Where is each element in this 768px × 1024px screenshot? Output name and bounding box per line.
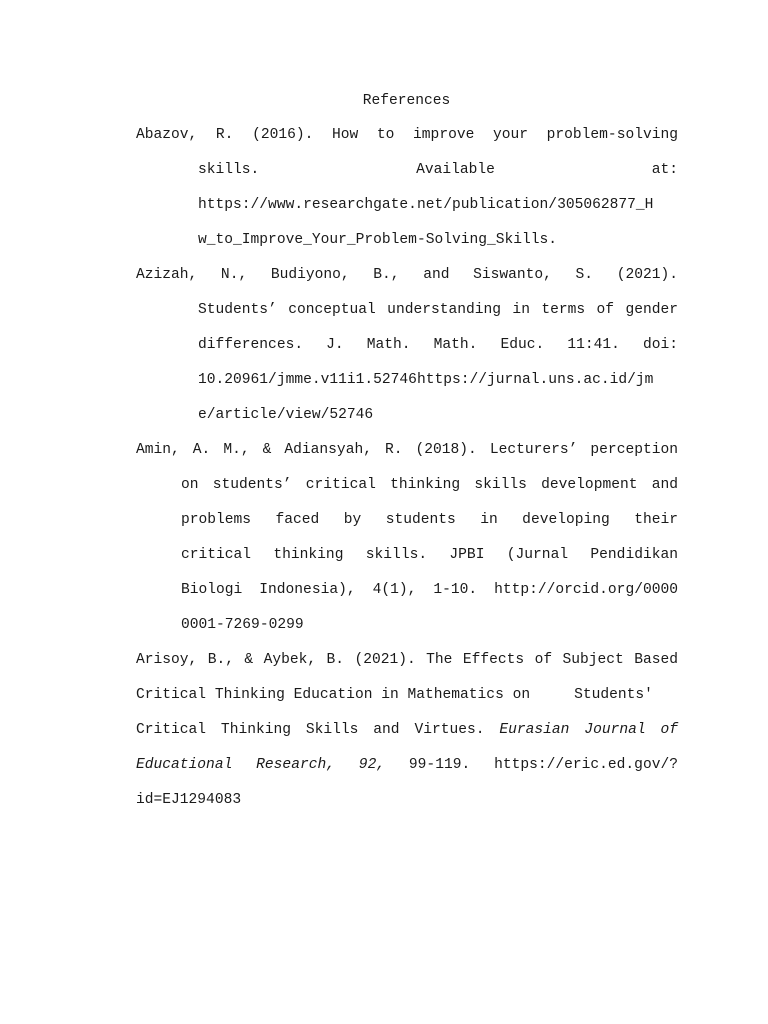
references-heading: References <box>362 93 451 109</box>
journal-title: Educational Research, 92, <box>136 757 386 773</box>
reference-line: Abazov, R. (2016). How to improve your problem-solving <box>136 127 678 143</box>
reference-line: Azizah, N., Budiyono, B., and Siswanto, S. (2021). <box>136 267 678 283</box>
reference-list <box>136 118 678 818</box>
reference-line: problems faced by students in developing their <box>181 512 678 528</box>
reference-url[interactable]: 10.20961/jmme.v11i1.52746https://jurnal.uns.ac.id/jm <box>198 372 654 388</box>
journal-title: Eurasian Journal of <box>499 722 678 738</box>
reference-entry <box>136 433 678 643</box>
reference-line: differences. J. Math. Math. Educ. 11:41. doi: <box>198 337 678 353</box>
reference-line: Biologi Indonesia), 4(1), 1-10. http://orcid.org/0000 <box>181 582 678 598</box>
reference-text: Critical Thinking Education in Mathematics on <box>136 687 531 703</box>
reference-text: 99-119. <box>408 757 471 773</box>
reference-url[interactable]: https://www.researchgate.net/publication/305062877_H <box>198 197 654 213</box>
reference-text: Students' <box>574 687 653 703</box>
reference-entry <box>136 258 678 433</box>
reference-line: critical thinking skills. JPBI (Jurnal Pendidikan <box>181 547 678 563</box>
reference-entry <box>136 118 678 258</box>
reference-line: Students’ conceptual understanding in terms of gender <box>198 302 678 318</box>
reference-line <box>136 748 678 783</box>
reference-url[interactable]: id=EJ1294083 <box>136 792 242 808</box>
reference-line: 0001-7269-0299 <box>181 617 304 633</box>
reference-line: Amin, A. M., & Adiansyah, R. (2018). Lecturers’ perception <box>136 442 678 458</box>
reference-text: Virtues. <box>414 722 485 738</box>
reference-line: skills. Available at: <box>198 162 678 178</box>
reference-text: Critical Thinking Skills and <box>136 722 400 738</box>
reference-line: on students’ critical thinking skills development and <box>181 477 678 493</box>
reference-url[interactable]: https://eric.ed.gov/? <box>494 757 678 773</box>
reference-line <box>136 678 678 713</box>
reference-entry <box>136 643 678 818</box>
reference-line <box>136 713 678 748</box>
reference-url[interactable]: e/article/view/52746 <box>198 407 374 423</box>
reference-url[interactable]: w_to_Improve_Your_Problem-Solving_Skills. <box>198 232 558 248</box>
reference-line: Arisoy, B., & Aybek, B. (2021). The Effects of Subject Based <box>136 652 678 668</box>
